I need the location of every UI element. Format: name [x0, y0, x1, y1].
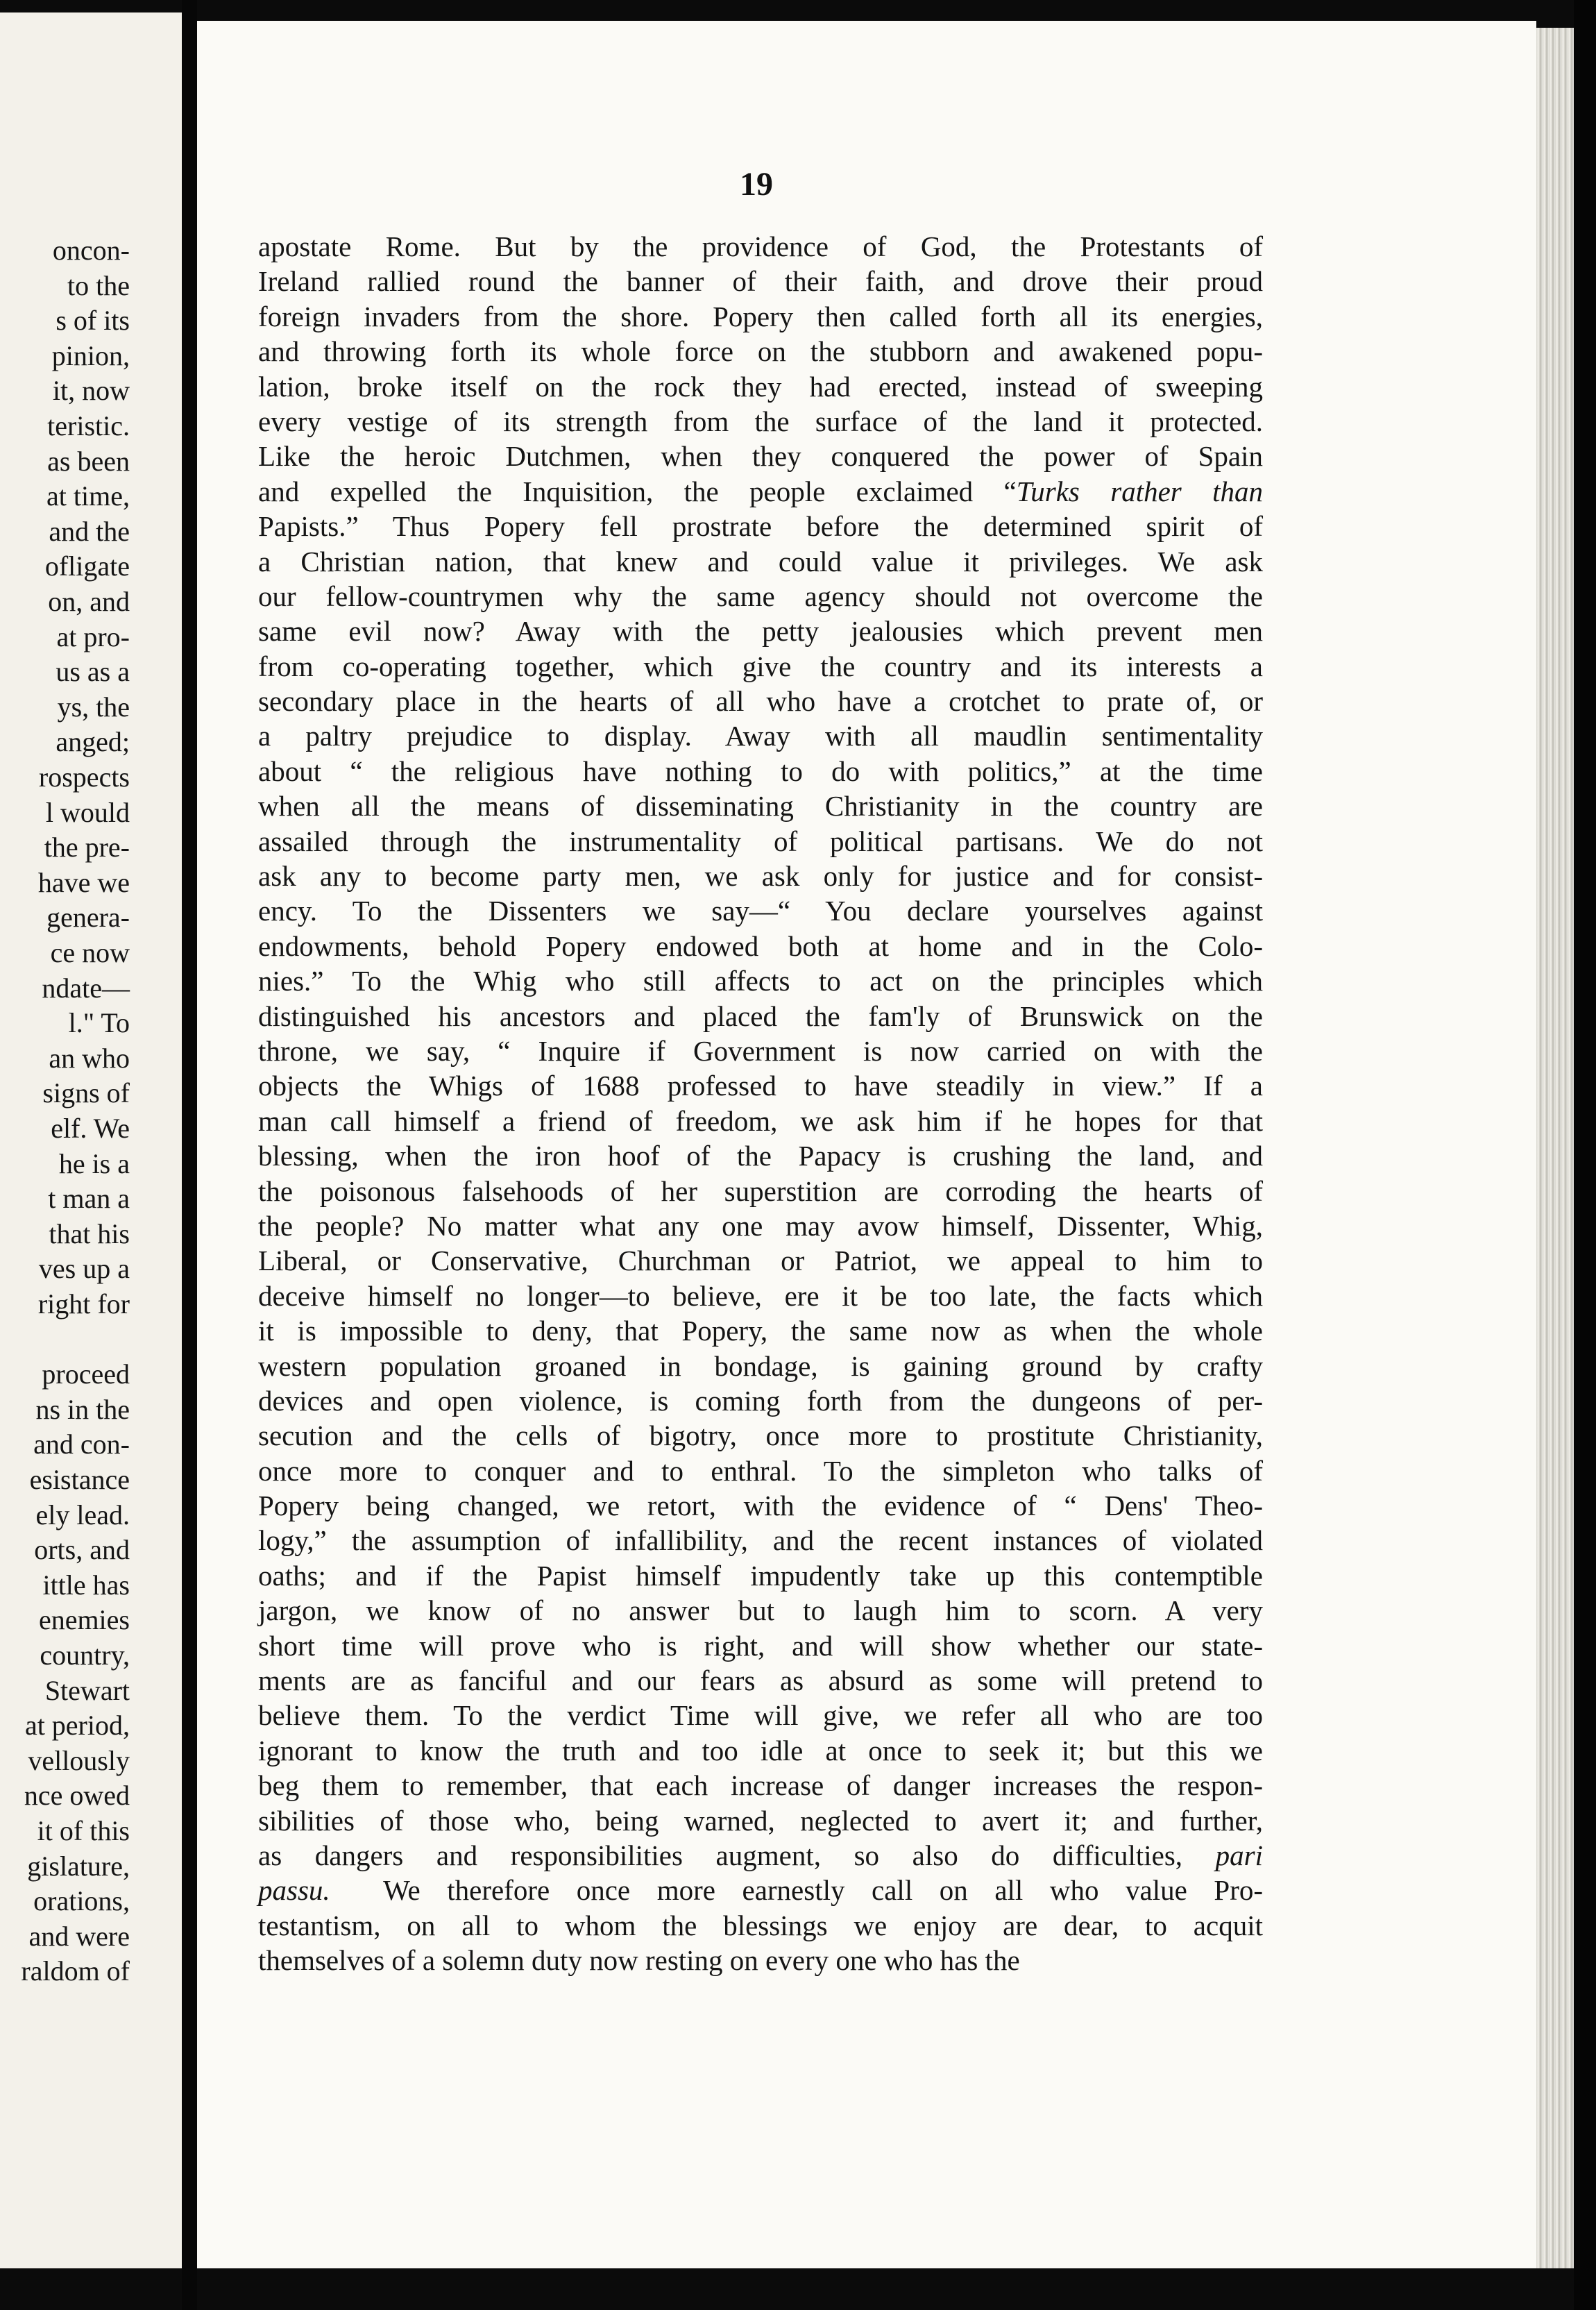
facing-page-line: have we	[37, 866, 130, 898]
text-line: jargon, we know of no answer but to laugh him to scorn. A very	[258, 1594, 1263, 1627]
text-segment: and expelled the Inquisition, the people exclaimed “	[258, 475, 1017, 507]
text-line: objects the Whigs of 1688 professed to have steadily in view.” If a	[258, 1070, 1263, 1102]
facing-page-fragment	[0, 12, 182, 2268]
facing-page-line: genera-	[46, 902, 130, 934]
text-line: short time will prove who is right, and will show whether our state-	[258, 1629, 1263, 1662]
facing-page-line: proceed	[42, 1358, 130, 1390]
text-line: when all the means of disseminating Christianity in the country are	[258, 790, 1263, 823]
italic-phrase: passu.	[258, 1874, 330, 1907]
facing-page-line: as been	[47, 445, 130, 477]
text-line: a paltry prejudice to display. Away with all maudlin sentimentality	[258, 720, 1263, 752]
text-line: testantism, on all to whom the blessings we enjoy are dear, to acquit	[258, 1909, 1263, 1941]
text-line: Popery being changed, we retort, with the evidence of “ Dens' Theo-	[258, 1490, 1263, 1522]
text-line: oaths; and if the Papist himself impudently take up this contemptible	[258, 1559, 1263, 1592]
text-line: blessing, when the iron hoof of the Papacy is crushing the land, and	[258, 1140, 1263, 1172]
body-text	[258, 229, 1263, 1978]
italic-phrase: Turks rather than	[1016, 475, 1263, 507]
text-line: beg them to remember, that each increase of danger increases the respon-	[258, 1769, 1263, 1802]
text-line: ments are as fanciful and our fears as absurd as some will pretend to	[258, 1664, 1263, 1697]
facing-page-line: ely lead.	[35, 1499, 130, 1531]
text-line: Ireland rallied round the banner of their faith, and drove their proud	[258, 265, 1263, 298]
text-line: every vestige of its strength from the surface of the land it protected.	[258, 405, 1263, 437]
text-line: assailed through the instrumentality of political partisans. We do not	[258, 825, 1263, 857]
italic-phrase: pari	[1215, 1839, 1263, 1871]
facing-page-line: it of this	[37, 1815, 130, 1846]
text-line: man call himself a friend of freedom, we ask him if he hopes for that	[258, 1104, 1263, 1137]
text-line: logy,” the assumption of infallibility, and the recent instances of violated	[258, 1524, 1263, 1557]
text-line: from co-operating together, which give the country and its interests a	[258, 650, 1263, 682]
text-line: the poisonous falsehoods of her superstition are corroding the hearts of	[258, 1174, 1263, 1207]
facing-page-line: gislature,	[27, 1850, 130, 1882]
text-line	[258, 1838, 1263, 1873]
text-line: same evil now? Away with the petty jealousies which prevent men	[258, 615, 1263, 648]
facing-page-line: l." To	[68, 1007, 130, 1039]
facing-page-line: to the	[67, 269, 130, 301]
text-line: ask any to become party men, we ask only for justice and for consist-	[258, 860, 1263, 893]
facing-page-line: the pre-	[44, 832, 130, 863]
text-line: throne, we say, “ Inquire if Government is now carried on with the	[258, 1034, 1263, 1067]
text-line: Like the heroic Dutchmen, when they conquered the power of Spain	[258, 440, 1263, 473]
facing-page-line: at pro-	[56, 621, 130, 652]
facing-page-line: ittle has	[42, 1569, 130, 1601]
facing-page-line: orations,	[33, 1885, 130, 1917]
facing-page-line: ns in the	[35, 1393, 130, 1425]
facing-page-line: at period,	[24, 1710, 130, 1742]
facing-page-line: elf. We	[51, 1113, 130, 1144]
book-gutter	[182, 0, 197, 2310]
facing-page-line: Stewart	[44, 1674, 130, 1706]
facing-page-line: rospects	[38, 761, 130, 793]
facing-page-line: l would	[45, 796, 130, 828]
text-line: deceive himself no longer—to believe, ere it be too late, the facts which	[258, 1279, 1263, 1312]
facing-page-line: ves up a	[38, 1253, 130, 1285]
facing-page-line: on, and	[48, 586, 130, 617]
text-line: our fellow-countrymen why the same agency should not overcome the	[258, 580, 1263, 612]
facing-page-line: ndate—	[42, 972, 130, 1004]
facing-page-line: ys, the	[57, 691, 130, 723]
facing-page-line: esistance	[29, 1464, 130, 1495]
text-line: lation, broke itself on the rock they had erected, instead of sweeping	[258, 370, 1263, 403]
scan-border	[1574, 0, 1596, 2310]
facing-page-line: an who	[49, 1042, 130, 1074]
facing-page-line: enemies	[38, 1604, 130, 1636]
facing-page-line: and were	[28, 1920, 130, 1952]
facing-page-line: teristic.	[47, 410, 130, 441]
facing-page-line: ce now	[50, 937, 130, 968]
facing-page-line: he is a	[58, 1147, 130, 1179]
text-line: endowments, behold Popery endowed both at home and in the Colo-	[258, 929, 1263, 962]
facing-page-line: s of its	[56, 305, 130, 337]
text-line: believe them. To the verdict Time will give, we refer all who are too	[258, 1699, 1263, 1732]
facing-page-line: and the	[49, 515, 130, 547]
text-line: sibilities of those who, being warned, neglected to avert it; and further,	[258, 1804, 1263, 1837]
facing-page-line: anged;	[56, 726, 130, 758]
text-line	[258, 1873, 1263, 1907]
facing-page-line: nce owed	[24, 1780, 130, 1812]
text-segment: as dangers and responsibilities augment, so also do difficulties,	[258, 1839, 1183, 1871]
text-line: once more to conquer and to enthral. To the simpleton who talks of	[258, 1454, 1263, 1487]
page-number: 19	[740, 166, 773, 203]
text-line: ency. To the Dissenters we say—“ You declare yourselves against	[258, 895, 1263, 927]
text-line: Liberal, or Conservative, Churchman or Patriot, we appeal to him to	[258, 1245, 1263, 1277]
facing-page-line: it, now	[52, 375, 130, 407]
facing-page-line: raldom of	[21, 1955, 130, 1987]
text-line: a Christian nation, that knew and could value it privileges. We ask	[258, 545, 1263, 578]
text-line: apostate Rome. But by the providence of God, the Protestants of	[258, 230, 1263, 262]
page-edges	[1536, 28, 1574, 2268]
text-line: secution and the cells of bigotry, once more to prostitute Christianity,	[258, 1419, 1263, 1452]
facing-page-line: orts, and	[34, 1534, 130, 1566]
text-line: ignorant to know the truth and too idle at once to seek it; but this we	[258, 1734, 1263, 1767]
text-line: distinguished his ancestors and placed the fam'ly of Brunswick on the	[258, 1000, 1263, 1032]
facing-page-line: at time,	[46, 480, 130, 512]
text-line: devices and open violence, is coming forth from the dungeons of per-	[258, 1384, 1263, 1417]
text-line: themselves of a solemn duty now resting on every one who has the	[258, 1944, 1020, 1977]
facing-page-line: right for	[37, 1288, 130, 1320]
facing-page-line: that his	[49, 1217, 130, 1249]
facing-page-line: ofligate	[44, 550, 130, 582]
text-line: secondary place in the hearts of all who have a crotchet to prate of, or	[258, 685, 1263, 718]
facing-page-line: us as a	[56, 656, 130, 688]
facing-page-line: vellously	[28, 1744, 130, 1776]
text-line: about “ the religious have nothing to do with politics,” at the time	[258, 754, 1263, 787]
text-line: it is impossible to deny, that Popery, the same now as when the whole	[258, 1315, 1263, 1347]
text-line: Papists.” Thus Popery fell prostrate before the determined spirit of	[258, 510, 1263, 543]
facing-page-line: t man a	[48, 1183, 130, 1215]
facing-page-line: oncon-	[52, 235, 130, 266]
text-line	[258, 474, 1263, 509]
facing-page-line: pinion,	[51, 339, 130, 371]
facing-page-line: country,	[40, 1639, 130, 1671]
text-line: foreign invaders from the shore. Popery then called forth all its energies,	[258, 300, 1263, 332]
text-line: nies.” To the Whig who still affects to act on the principles which	[258, 965, 1263, 997]
text-line: western population groaned in bondage, is gaining ground by crafty	[258, 1349, 1263, 1382]
text-line: and throwing forth its whole force on the stubborn and awakened popu-	[258, 335, 1263, 368]
text-segment: We therefore once more earnestly call on all who value Pro-	[383, 1874, 1264, 1907]
facing-page-line: and con-	[33, 1428, 130, 1460]
facing-page-line: signs of	[42, 1077, 130, 1109]
text-line: the people? No matter what any one may avow himself, Dissenter, Whig,	[258, 1209, 1263, 1242]
